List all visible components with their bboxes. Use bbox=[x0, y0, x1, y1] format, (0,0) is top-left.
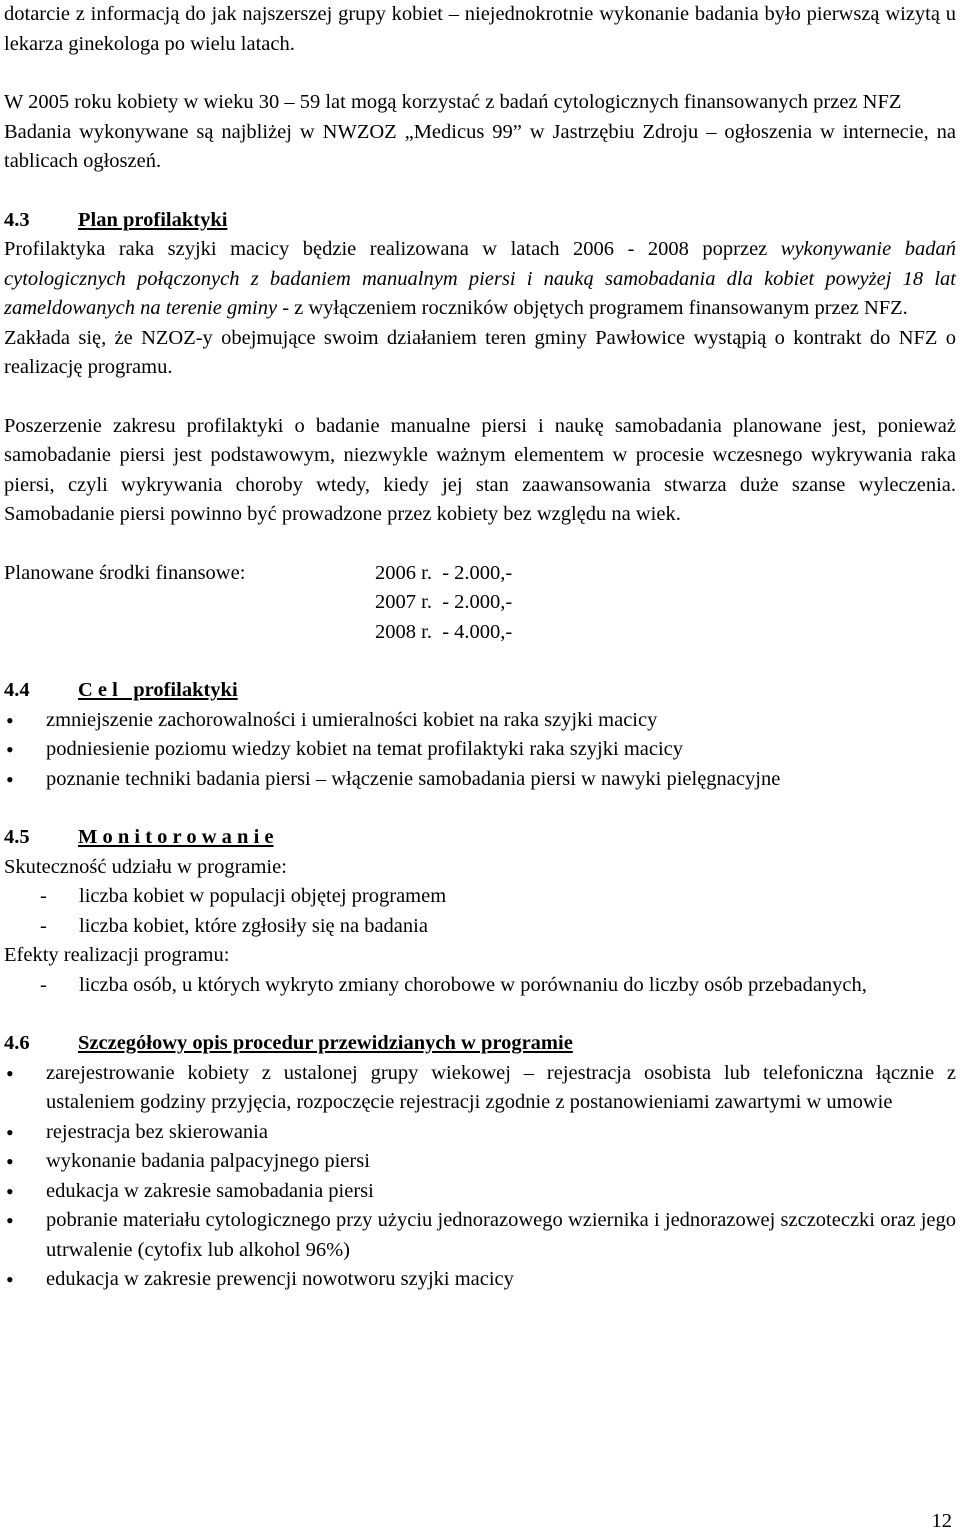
section-title: C e l profilaktyki bbox=[78, 679, 238, 701]
list-item: • pobranie materiału cytologicznego przy użyciu jednorazowego wziernika i jednorazowej szczoteczki oraz jego utrwalenie (cytofix lub alkohol 96%) bbox=[4, 1206, 956, 1265]
monitoring-label-2: Efekty realizacji programu: bbox=[4, 944, 230, 966]
section-4-3-heading bbox=[4, 206, 956, 236]
finance-row: 2007 r. - 2.000,- bbox=[375, 591, 513, 613]
section-number: 4.3 bbox=[4, 208, 30, 231]
section-title: Plan profilaktyki bbox=[78, 208, 228, 231]
finance-row: 2008 r. - 4.000,- bbox=[375, 620, 513, 643]
intro-paragraph-1: dotarcie z informacją do jak najszerszej grupy kobiet – niejednokrotnie wykonanie badania było pierwszą wizytą u lekarza ginekologa po wielu latach. bbox=[4, 3, 956, 55]
section-number: 4.5 bbox=[4, 826, 30, 848]
finance-row: 2006 r. - 2.000,- bbox=[375, 561, 513, 584]
contract-paragraph: Zakłada się, że NZOZ-y obejmujące swoim działaniem teren gminy Pawłowice wystąpią o kontrakt do NFZ o realizację programu. bbox=[4, 326, 956, 378]
list-item: - liczba kobiet, które zgłosiły się na badania bbox=[4, 912, 956, 942]
page-number: 12 bbox=[931, 1510, 952, 1532]
plan-text-c: - z wyłączeniem roczników objętych programem finansowanym przez NFZ. bbox=[277, 297, 908, 319]
list-item: • poznanie techniki badania piersi – włączenie samobadania piersi w nawyki pielęgnacyjne bbox=[4, 765, 956, 795]
list-item: • podniesienie poziomu wiedzy kobiet na temat profilaktyki raka szyjki macicy bbox=[4, 735, 956, 765]
finance-block bbox=[4, 559, 956, 648]
section-4-6-heading bbox=[4, 1029, 956, 1059]
list-item: • wykonanie badania palpacyjnego piersi bbox=[4, 1147, 956, 1177]
list-item: • zarejestrowanie kobiety z ustalonej grupy wiekowej – rejestracja osobista lub telefoniczna łącznie z ustaleniem godziny przyjęcia, rozpoczęcie rejestracji zgodnie z postanowieniami zawartymi w umowie bbox=[4, 1059, 956, 1118]
expansion-paragraph: Poszerzenie zakresu profilaktyki o badanie manualne piersi i naukę samobadania planowane jest, ponieważ samobadanie piersi jest podstawowym, niezwykle ważnym elementem w procesie wczesnego wykrywania raka piersi, czyli wykrywania choroby wtedy, kiedy jej stan zaawansowania stwarza duże szanse wyleczenia. Samobadanie piersi powinno być prowadzone przez kobiety bez względu na wiek. bbox=[4, 414, 956, 525]
plan-text-italic: wykonywanie badań cytologicznych połączonych z badaniem manualnym piersi i nauką samobadania dla kobiet powyżej 18 lat zameldowanych na terenie gminy bbox=[4, 238, 956, 319]
section-title: Szczegółowy opis procedur przewidzianych w programie bbox=[78, 1032, 573, 1054]
plan-paragraph bbox=[4, 235, 956, 324]
intro-paragraph-2: W 2005 roku kobiety w wieku 30 – 59 lat mogą korzystać z badań cytologicznych finansowanych przez NFZ bbox=[4, 91, 902, 113]
section-number: 4.6 bbox=[4, 1032, 30, 1054]
section-number: 4.4 bbox=[4, 679, 30, 701]
document-page bbox=[4, 0, 956, 1295]
section-title: M o n i t o r o w a n i e bbox=[78, 826, 274, 848]
list-item: - liczba kobiet w populacji objętej programem bbox=[4, 882, 956, 912]
list-item: • edukacja w zakresie prewencji nowotworu szyjki macicy bbox=[4, 1265, 956, 1295]
list-item: • rejestracja bez skierowania bbox=[4, 1118, 956, 1148]
monitoring-list-2 bbox=[4, 971, 956, 1001]
goals-list bbox=[4, 706, 956, 795]
list-item: • zmniejszenie zachorowalności i umieralności kobiet na raka szyjki macicy bbox=[4, 706, 956, 736]
procedures-list bbox=[4, 1059, 956, 1295]
plan-text-a: Profilaktyka raka szyjki macicy będzie realizowana w latach 2006 - 2008 poprzez bbox=[4, 238, 781, 260]
monitoring-label-1: Skuteczność udziału w programie: bbox=[4, 855, 287, 878]
section-4-5-heading bbox=[4, 823, 956, 853]
finance-label: Planowane środki finansowe: bbox=[4, 561, 246, 584]
section-4-4-heading bbox=[4, 676, 956, 706]
monitoring-list-1 bbox=[4, 882, 956, 941]
list-item: • edukacja w zakresie samobadania piersi bbox=[4, 1177, 956, 1207]
intro-paragraph-3: Badania wykonywane są najbliżej w NWZOZ „Medicus 99” w Jastrzębiu Zdroju – ogłoszenia w internecie, na tablicach ogłoszeń. bbox=[4, 120, 956, 172]
list-item: - liczba osób, u których wykryto zmiany chorobowe w porównaniu do liczby osób przebadanych, bbox=[4, 971, 956, 1001]
